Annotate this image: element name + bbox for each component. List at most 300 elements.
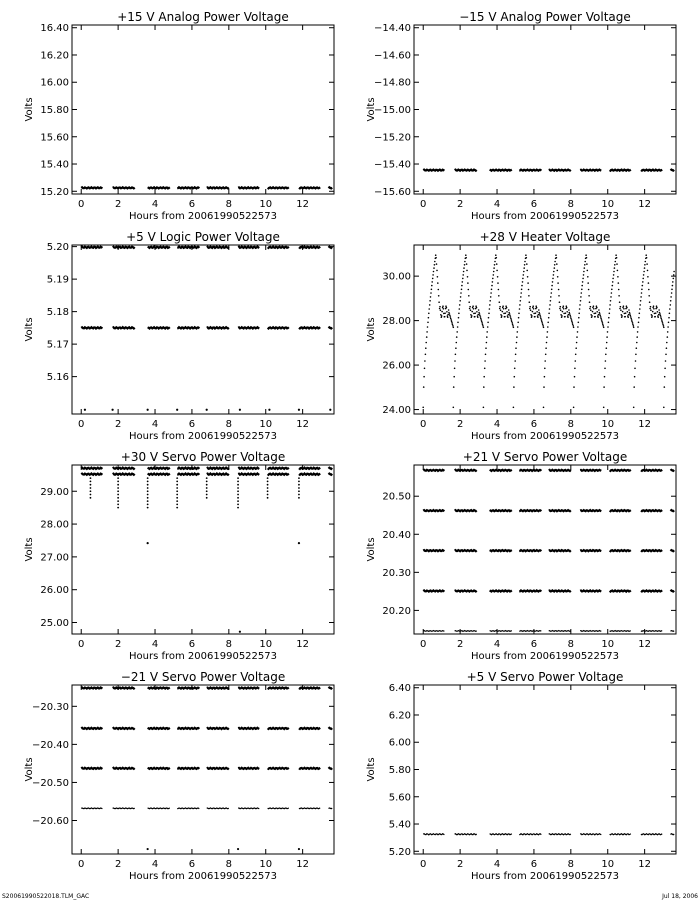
data-point [511,319,513,321]
data-point [535,312,537,314]
data-point [569,312,571,314]
data-point [555,254,557,256]
data-point [480,316,482,318]
data-point [446,311,448,313]
data-point [90,481,92,483]
data-point [147,848,149,850]
data-point [542,325,544,327]
data-segment [207,768,229,769]
data-point [573,407,575,409]
data-point [488,313,490,315]
data-point [578,313,580,315]
data-point [642,278,644,280]
data-point [117,507,119,509]
data-point [601,319,603,321]
data-point [583,271,585,273]
data-segment [455,834,477,835]
data-point [237,503,239,505]
data-segment [455,470,477,471]
data-point [573,327,575,329]
chart-panel-2 [366,10,676,222]
data-point [147,481,149,483]
data-point [485,354,487,356]
data-point [522,281,524,283]
data-point [534,316,536,318]
data-point [90,477,92,479]
data-point [486,336,488,338]
data-point [517,331,519,333]
data-segment [610,631,631,632]
x-tick-label: 6 [530,859,538,870]
data-point [569,313,571,315]
data-point [642,285,644,287]
data-segment [268,187,289,188]
x-axis-label: Hours from 20061990522573 [471,871,619,882]
data-segment [268,468,289,469]
data-point [488,317,490,319]
data-segment [299,688,320,689]
data-point [604,368,606,370]
data-point [577,326,579,328]
data-point [452,324,454,326]
data-point [544,376,546,378]
x-tick-label: 0 [78,859,85,870]
data-point [580,296,582,298]
data-point [616,263,618,265]
x-tick-label: 4 [493,639,501,650]
y-axis-label: Volts [24,757,35,782]
data-segment [519,834,541,835]
data-point [656,305,658,307]
plot-frame [72,25,334,194]
data-point [298,497,300,499]
data-segment [268,768,289,769]
data-segment [207,474,229,475]
data-point [437,276,439,278]
y-tick-label: 5.19 [46,274,69,286]
data-segment [490,170,512,171]
data-point [524,264,526,266]
data-segment [580,590,601,591]
data-point [90,490,92,492]
data-segment [549,170,571,171]
data-segment [519,170,541,171]
data-point [298,484,300,486]
data-segment [610,550,631,551]
data-segment [113,768,135,769]
data-segment [148,474,170,475]
data-point [448,309,450,311]
data-point [618,295,620,297]
y-axis-label: Volts [366,537,377,562]
data-point [503,308,505,310]
data-segment [641,631,662,632]
data-segment [268,247,289,248]
data-point [176,490,178,492]
data-point [454,360,456,362]
data-point [456,336,458,338]
data-point [471,315,473,317]
y-tick-label: −20.30 [31,701,69,713]
data-point [424,360,426,362]
data-point [660,316,662,318]
data-point [505,305,507,307]
data-point [576,336,578,338]
data-point [497,282,499,284]
data-point [176,503,178,505]
data-point [667,326,669,328]
data-point [618,289,620,291]
data-point [576,342,578,344]
data-point [602,322,604,324]
data-point [117,481,119,483]
data-point [572,322,574,324]
data-point [590,306,592,308]
x-axis-label: Hours from 20061990522573 [129,871,277,882]
data-point [566,307,568,309]
data-point [425,347,427,349]
y-tick-label: 25.00 [40,618,69,630]
data-point [511,321,513,323]
data-point [90,494,92,496]
data-point [90,487,92,489]
data-segment [580,631,601,632]
data-point [493,274,495,276]
data-point [176,497,178,499]
y-tick-label: −14.40 [373,23,411,35]
data-point [514,360,516,362]
data-point [470,309,472,311]
x-tick-label: 0 [78,639,85,650]
data-point [519,304,521,306]
data-point [521,289,523,291]
data-point [635,354,637,356]
data-point [644,267,646,269]
data-segment [549,590,571,591]
data-point [426,331,428,333]
data-point [529,308,531,310]
data-point [670,296,672,298]
data-point [606,342,608,344]
data-point [441,315,443,317]
data-point [444,316,446,318]
data-point [477,316,479,318]
data-segment [490,590,512,591]
y-tick-label: 16.20 [40,50,69,62]
data-point [267,497,269,499]
data-point [428,317,430,319]
data-point [515,347,517,349]
data-point [176,487,178,489]
data-point [554,261,556,263]
data-point [424,368,426,370]
data-point [596,311,598,313]
data-point [520,292,522,294]
data-point [665,360,667,362]
data-point [648,295,650,297]
data-segment [641,590,662,591]
data-point [329,409,331,411]
data-point [492,281,494,283]
data-point [661,321,663,323]
data-point [516,336,518,338]
data-point [239,409,241,411]
data-point [639,308,641,310]
data-segment [148,688,170,689]
data-point [536,307,538,309]
data-segment [490,470,512,471]
data-point [580,300,582,302]
x-tick-label: 10 [259,859,273,870]
data-point [615,261,617,263]
data-point [206,497,208,499]
data-point [267,494,269,496]
data-point [505,312,507,314]
data-point [496,270,498,272]
y-tick-label: 6.40 [388,683,411,695]
data-point [547,322,549,324]
data-point [480,319,482,321]
x-tick-label: 8 [225,419,233,430]
data-point [458,317,460,319]
data-point [579,304,581,306]
data-segment [641,170,662,171]
data-point [523,271,525,273]
data-segment [549,470,571,471]
x-tick-label: 12 [296,419,310,430]
data-segment [580,834,601,835]
data-segment [207,808,229,809]
data-point [584,261,586,263]
x-tick-label: 8 [567,639,575,650]
data-point [523,267,525,269]
data-point [429,304,431,306]
data-point [620,306,622,308]
y-tick-label: −14.60 [373,50,411,62]
data-point [662,324,664,326]
data-segment [148,468,170,469]
data-point [593,308,595,310]
y-tick-label: 16.40 [40,23,69,35]
data-point [425,354,427,356]
x-tick-label: 10 [601,419,615,430]
data-point [502,305,504,307]
data-point [643,274,645,276]
data-point [559,301,561,303]
data-point [268,409,270,411]
data-point [206,409,208,411]
data-point [636,347,638,349]
y-tick-label: 20.30 [382,567,411,579]
data-point [521,285,523,287]
data-point [437,282,439,284]
data-point [526,270,528,272]
data-segment [268,688,289,689]
data-point [546,336,548,338]
data-point [601,321,603,323]
data-point [603,386,605,388]
data-point [629,312,631,314]
data-segment [671,470,675,471]
data-point [496,263,498,265]
data-point [655,312,657,314]
data-segment [423,590,444,591]
data-point [652,311,654,313]
data-point [539,313,541,315]
data-point [176,481,178,483]
data-point [630,318,632,320]
data-point [471,311,473,313]
x-tick-label: 2 [114,419,122,430]
data-point [147,494,149,496]
data-point [483,386,485,388]
data-point [609,308,611,310]
x-tick-label: 12 [638,859,652,870]
data-point [605,354,607,356]
data-point [562,311,564,313]
data-point [584,264,586,266]
data-segment [490,510,512,511]
y-tick-label: 5.60 [388,792,411,804]
y-tick-label: 26.00 [382,360,411,372]
data-point [634,368,636,370]
data-point [591,315,593,317]
data-segment [671,550,675,551]
data-segment [329,688,333,689]
data-point [206,477,208,479]
data-point [646,257,648,259]
data-segment [549,631,571,632]
data-segment [238,768,259,769]
data-point [516,342,518,344]
data-point [432,278,434,280]
data-segment [671,631,675,632]
data-point [454,368,456,370]
data-segment [268,808,289,809]
data-point [455,347,457,349]
data-point [298,848,300,850]
x-tick-label: 10 [259,199,273,210]
data-point [528,295,530,297]
data-point [547,331,549,333]
chart-title: +21 V Servo Power Voltage [462,450,628,464]
data-point [630,315,632,317]
data-point [551,285,553,287]
data-point [587,276,589,278]
data-segment [177,327,199,328]
data-point [544,360,546,362]
data-point [526,257,528,259]
data-point [633,327,635,329]
data-segment [299,327,320,328]
data-point [527,282,529,284]
data-point [532,305,534,307]
data-point [508,309,510,311]
data-point [568,309,570,311]
data-point [543,327,545,329]
chart-title: +5 V Servo Power Voltage [466,670,624,684]
data-point [612,285,614,287]
data-point [483,327,485,329]
data-segment [549,550,571,551]
data-point [433,271,435,273]
data-segment [423,170,444,171]
data-point [545,347,547,349]
data-point [445,305,447,307]
data-point [625,312,627,314]
x-tick-label: 10 [259,639,273,650]
data-segment [113,808,135,809]
data-point [536,311,538,313]
data-point [631,319,633,321]
data-point [237,481,239,483]
data-point [298,542,300,544]
data-point [84,409,86,411]
data-point [597,316,599,318]
data-point [489,304,491,306]
data-segment [610,834,631,835]
data-point [298,477,300,479]
data-point [474,316,476,318]
data-point [574,368,576,370]
data-point [519,308,521,310]
data-point [206,481,208,483]
data-point [570,318,572,320]
data-point [117,503,119,505]
data-point [566,311,568,313]
data-point [560,309,562,311]
y-tick-label: 5.18 [46,307,69,319]
data-point [459,304,461,306]
data-segment [610,470,631,471]
data-segment [81,474,102,475]
data-segment [113,247,135,248]
plot-frame [414,465,676,634]
chart-panel-7 [24,670,334,882]
data-point [638,322,640,324]
data-point [529,306,531,308]
data-point [237,487,239,489]
data-point [611,292,613,294]
data-point [267,481,269,483]
data-point [585,254,587,256]
data-segment [519,631,541,632]
data-point [636,342,638,344]
data-segment [177,808,199,809]
data-point [462,281,464,283]
data-point [608,317,610,319]
y-tick-label: 20.20 [382,605,411,617]
data-segment [177,247,199,248]
chart-panel-3 [24,230,334,442]
data-segment [81,327,102,328]
data-point [529,301,531,303]
data-point [662,322,664,324]
data-point [486,342,488,344]
data-point [622,311,624,313]
data-point [237,490,239,492]
data-point [659,313,661,315]
data-point [587,282,589,284]
data-point [633,386,635,388]
data-point [641,289,643,291]
data-point [451,322,453,324]
data-point [672,285,674,287]
data-segment [329,808,333,809]
data-point [453,386,455,388]
x-tick-label: 2 [456,639,464,650]
data-point [524,261,526,263]
